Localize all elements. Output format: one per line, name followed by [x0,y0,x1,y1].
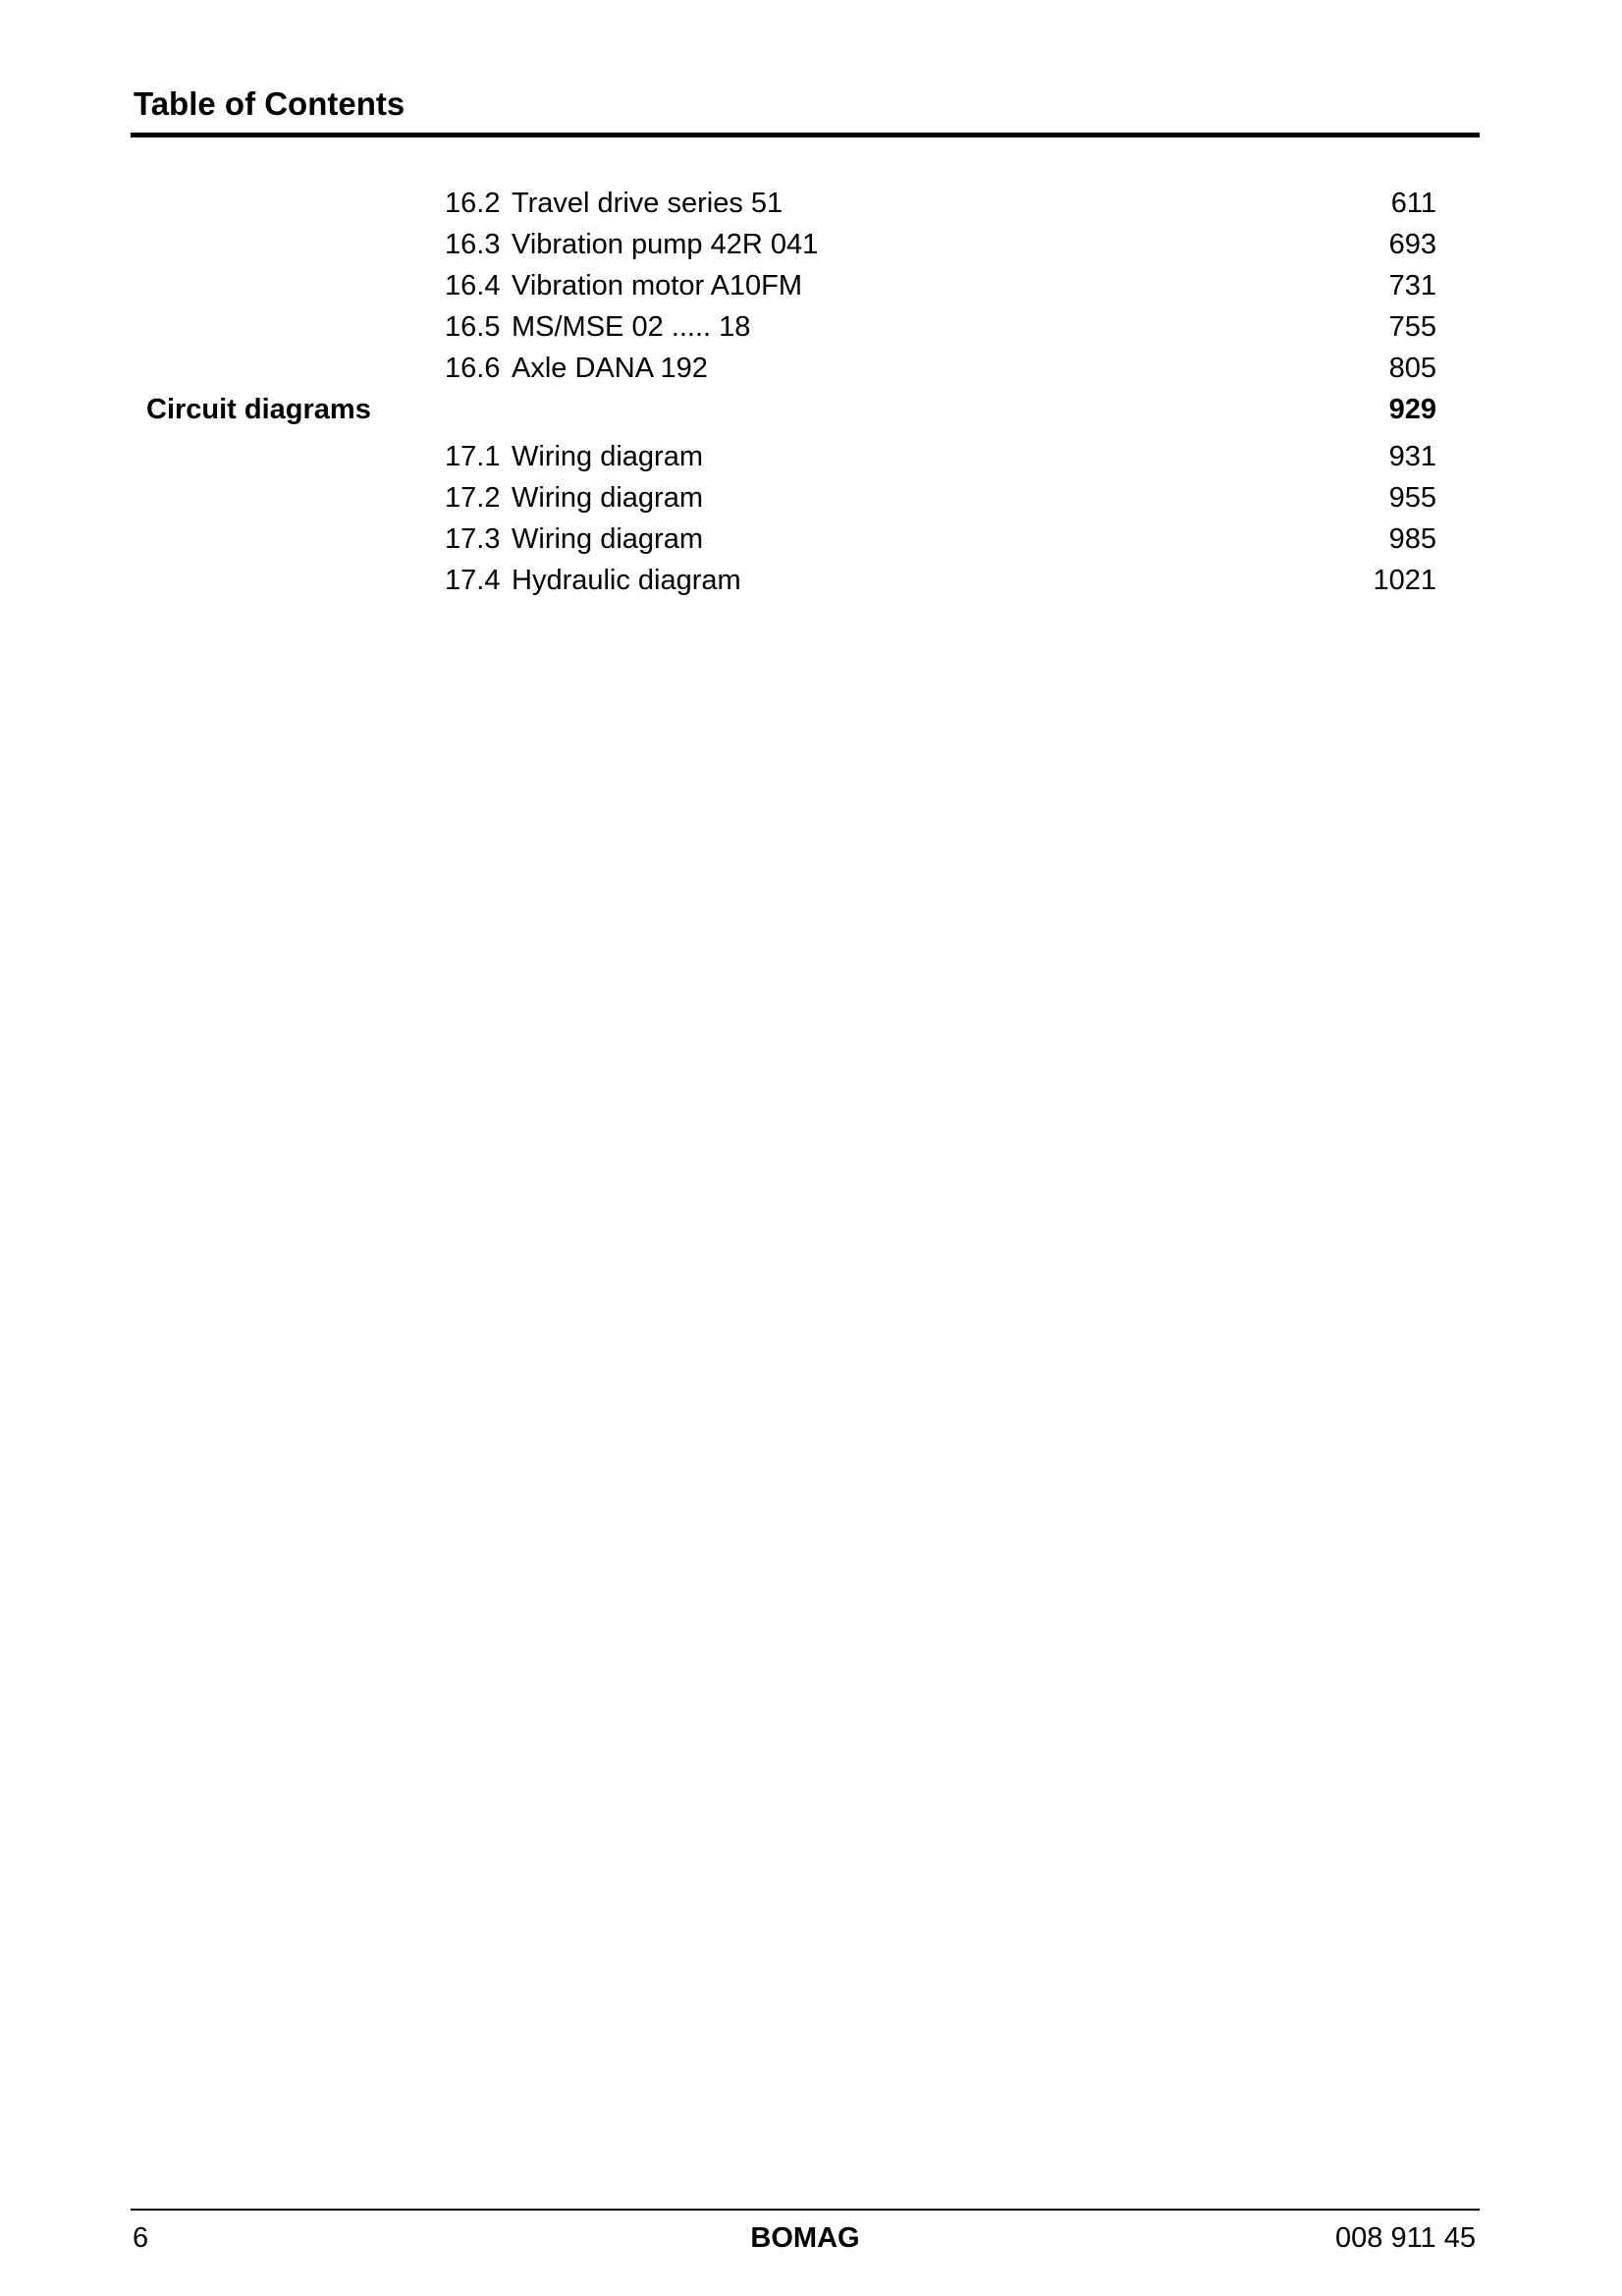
toc-chapter-page: 929 [1388,394,1436,425]
toc-entry-number: 16.4 [445,270,501,301]
footer-page-number: 6 [133,2222,149,2254]
toc-entry[interactable] [131,227,1436,262]
toc-entry-title: Travel drive series 51 [512,188,784,219]
toc-entry[interactable] [131,480,1436,516]
toc-entry-title: Wiring diagram [512,482,703,514]
toc-entry-number: 17.2 [445,482,501,514]
toc-entry-page: 611 [1390,188,1436,219]
toc-entry[interactable] [131,186,1436,221]
page-footer [131,2209,1480,2258]
toc-entry[interactable] [131,309,1436,345]
toc-entry-title: MS/MSE 02 ..... 18 [512,311,751,343]
toc-entry-number: 17.3 [445,523,501,555]
toc-entry-page: 693 [1388,229,1436,260]
toc-entry[interactable] [131,439,1436,474]
toc-entry[interactable] [131,268,1436,303]
toc-entry-number: 17.4 [445,565,501,596]
page-header [131,81,1480,137]
toc-entry[interactable] [131,521,1436,557]
toc-entry-page: 755 [1388,311,1436,343]
toc-entry-number: 16.2 [445,188,501,219]
toc-entry-number: 16.3 [445,229,501,260]
toc-entry-page: 931 [1388,441,1436,472]
toc-entry-page: 955 [1388,482,1436,514]
toc-entry[interactable] [131,563,1436,598]
toc-entry-number: 16.6 [445,353,501,384]
toc-chapter-entry[interactable] [131,392,1436,427]
toc-entry-title: Hydraulic diagram [512,565,741,596]
toc-entry[interactable] [131,351,1436,386]
footer-brand: BOMAG [750,2222,860,2254]
toc-entry-title: Wiring diagram [512,523,703,555]
page-title: Table of Contents [134,85,406,122]
toc-entry-page: 731 [1388,270,1436,301]
toc-entry-title: Wiring diagram [512,441,703,472]
toc-entry-number: 16.5 [445,311,501,343]
toc-entry-page: 1021 [1373,565,1436,596]
toc-entry-title: Axle DANA 192 [512,353,708,384]
toc-chapter-title: Circuit diagrams [146,394,371,425]
toc-entry-number: 17.1 [445,441,501,472]
toc-entry-title: Vibration motor A10FM [512,270,803,301]
footer-document-number: 008 911 45 [1335,2222,1476,2254]
toc-entry-page: 805 [1388,353,1436,384]
toc-entry-page: 985 [1388,523,1436,555]
toc-entry-title: Vibration pump 42R 041 [512,229,819,260]
